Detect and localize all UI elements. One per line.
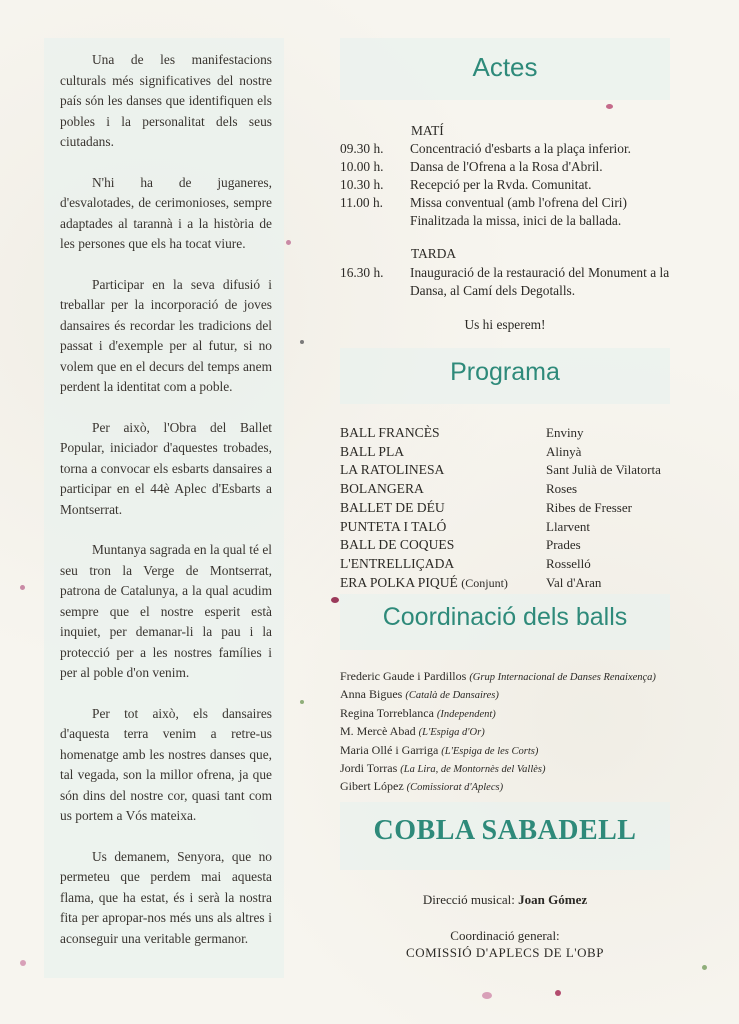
coordinator-row — [340, 705, 656, 723]
coordinator-org: (La Lira, de Montornès del Vallès) — [400, 764, 546, 776]
programa-list — [340, 424, 686, 592]
dance-group: Roses — [546, 481, 578, 497]
direccio-line — [340, 892, 670, 908]
coordinator-org: (Comissiorat d'Aplecs) — [406, 782, 504, 794]
mati-label: MATÍ — [411, 123, 444, 138]
coordinator-name: Frederic Gaude i Pardillos — [340, 669, 467, 683]
dance-name: BALL PLA — [340, 443, 405, 459]
schedule-desc: Concentració d'esbarts a la plaça inferior. — [410, 141, 632, 156]
dance-group: Sant Julià de Vilatorta — [546, 462, 661, 478]
coordinator-name: Gibert López — [340, 779, 404, 794]
coordinator-row — [340, 760, 656, 778]
schedule-time: 09.30 h. — [340, 141, 384, 156]
paper-fleck — [20, 585, 25, 590]
paper-fleck — [300, 340, 304, 344]
paper-fleck — [555, 990, 561, 996]
paper-fleck — [702, 965, 707, 970]
coordinator-name: Anna Bigues — [340, 687, 403, 702]
coordinator-row — [340, 723, 656, 741]
coordinator-name: Regina Torreblanca — [340, 705, 434, 720]
coord-general-label: Coordinació general: — [450, 928, 560, 943]
intro-paragraph-3: Participar en la seva difusió i treballar per la incorporació de joves dansaires és recordar les tradicions del passat i d'exemple per al futur, si no volem que en el decurs del temps anem perdent la identitat com a poble. — [60, 276, 272, 394]
mati-schedule — [340, 140, 690, 230]
dance-name: BOLANGERA — [340, 481, 424, 497]
intro-paragraph-4: Per això, l'Obra del Ballet Popular, iniciador d'aquestes trobades, torna a convocar els esbarts dansaires a participar en el 44è Aplec d'Esbarts a Montserrat. — [60, 419, 272, 517]
dance-group: Prades — [546, 537, 581, 553]
dance-name: LA RATOLINESA — [340, 462, 445, 478]
programa-row — [340, 518, 686, 537]
dance-group: Rosselló — [546, 555, 591, 571]
dance-name: BALLET DE DÉU — [340, 499, 445, 515]
coordinacio-title: Coordinació dels balls — [382, 603, 628, 631]
coordinacio-list — [340, 668, 656, 797]
intro-paragraph-2: N'hi ha de juganeres, d'esvalotades, de cerimonioses, sempre adaptades al tarannà i a la història de les persones que els ha tocat viure. — [60, 174, 272, 251]
schedule-desc: Inauguració de la restauració del Monument a la Dansa, al Camí dels Degotalls. — [410, 265, 670, 298]
dance-note: (Conjunt) — [461, 575, 508, 590]
programa-row — [340, 574, 686, 593]
actes-title: Actes — [472, 52, 538, 82]
coordinator-row — [340, 742, 656, 760]
schedule-time: 11.00 h. — [340, 195, 384, 210]
coordinator-org: (Independent) — [436, 708, 496, 720]
coordinator-row — [340, 778, 656, 796]
coordinator-org: (Grup Internacional de Danses Renaixença) — [469, 672, 656, 683]
coordinator-name: Maria Ollé i Garriga — [340, 742, 439, 757]
programa-row — [340, 555, 686, 574]
dance-name: BALL FRANCÈS — [340, 425, 440, 440]
cobla-title: COBLA SABADELL — [373, 815, 637, 846]
intro-paragraph-5: Muntanya sagrada en la qual té el seu tron la Verge de Montserrat, patrona de Catalunya, a la qual acudim sempre que el nostre esperit està inquiet, per demanar-li la pau i la protecció per a les nostres famílies i per al poble d'on venim. — [60, 542, 272, 680]
dance-name: PUNTETA I TALÓ — [340, 518, 447, 534]
programa-row — [340, 480, 686, 499]
paper-fleck — [482, 992, 492, 999]
coordinator-row — [340, 668, 656, 686]
schedule-time: 10.00 h. — [340, 159, 384, 174]
schedule-row — [340, 158, 690, 176]
dance-group: Alinyà — [546, 443, 582, 459]
paper-fleck — [286, 240, 291, 245]
schedule-row — [340, 140, 690, 158]
dance-name: BALL DE COQUES — [340, 537, 455, 553]
schedule-desc: Recepció per la Rvda. Comunitat. — [410, 177, 592, 192]
programa-title: Programa — [450, 358, 560, 386]
dance-group: Enviny — [546, 425, 584, 440]
schedule-time: 16.30 h. — [340, 265, 384, 280]
coord-general-name: COMISSIÓ D'APLECS DE L'OBP — [406, 945, 604, 960]
paper-fleck — [20, 960, 26, 966]
coordinator-name: M. Mercè Abad — [340, 724, 416, 739]
schedule-desc: Dansa de l'Ofrena a la Rosa d'Abril. — [410, 159, 603, 174]
schedule-row — [340, 264, 680, 300]
paper-fleck — [331, 597, 339, 603]
coordinator-org: (Català de Dansaires) — [405, 690, 499, 702]
programa-row — [340, 499, 686, 518]
dance-group: Llarvent — [546, 518, 591, 534]
coordinator-row — [340, 686, 656, 704]
tarda-schedule — [340, 264, 680, 300]
schedule-desc: Missa conventual (amb l'ofrena del Ciri) Finalitzada la missa, inici de la ballada. — [410, 195, 627, 228]
paper-fleck — [300, 700, 304, 704]
coordinator-org: (L'Espiga d'Or) — [418, 727, 485, 739]
programa-row — [340, 424, 686, 443]
schedule-time: 10.30 h. — [340, 177, 384, 192]
dance-group: Ribes de Fresser — [546, 499, 632, 515]
direccio-label: Direcció musical: — [422, 892, 515, 907]
schedule-row — [340, 176, 690, 194]
dance-group: Val d'Aran — [546, 574, 602, 590]
coordinator-org: (L'Espiga de les Corts) — [441, 745, 539, 757]
dance-name: ERA POLKA PIQUÉ — [340, 574, 458, 590]
programa-row — [340, 443, 686, 462]
coordinator-name: Jordi Torras — [340, 761, 398, 776]
dance-name: L'ENTRELLIÇADA — [340, 555, 455, 571]
intro-text — [60, 50, 272, 969]
closing-text: Us hi esperem! — [464, 317, 546, 332]
intro-paragraph-6: Per tot això, els dansaires d'aquesta terra venim a retre-us homenatge amb les nostres danses que, tal vegada, son la millor ofrena, ja que són dins del nostre cor, quasi tant com us portem a Vós mateixa. — [60, 705, 272, 823]
intro-paragraph-1: Una de les manifestacions culturals més significatives del nostre país són les danses que identifiquen els pobles i la personalitat dels seus ciutadans. — [60, 52, 272, 149]
programa-row — [340, 461, 686, 480]
direccio-name: Joan Gómez — [518, 892, 588, 907]
schedule-row — [340, 194, 690, 230]
paper-fleck — [606, 104, 613, 109]
programa-row — [340, 536, 686, 555]
intro-paragraph-7: Us demanem, Senyora, que no permeteu que perdem mai aquesta flama, que ha estat, és i serà la nostra fita per apropar-nos més uns als altres i aconseguir una veritable germanor. — [60, 848, 272, 946]
tarda-label: TARDA — [411, 246, 457, 261]
